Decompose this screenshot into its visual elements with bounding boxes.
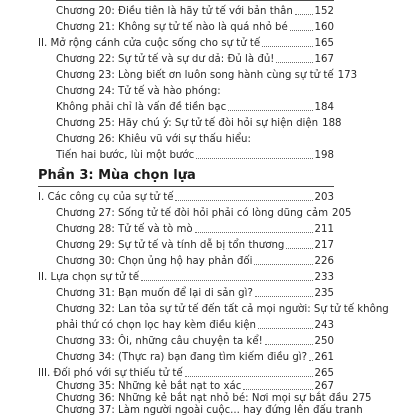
toc-entry-title: Chương 21: Không sự tử tế nào là quá nhỏ bé — [56, 22, 288, 33]
toc-entry[interactable] — [56, 404, 363, 417]
toc-entry[interactable] — [56, 53, 334, 66]
leader-dots — [265, 344, 313, 345]
toc-entry-page: 261 — [314, 352, 334, 363]
toc-entry-page: 275 — [352, 393, 372, 404]
toc-entry-page: 235 — [314, 288, 334, 299]
toc-entry-page: 167 — [314, 54, 334, 65]
toc-entry-title: Chương 20: Điều tiên là hãy tử tế với bản thân — [56, 6, 293, 17]
toc-entry[interactable] — [56, 117, 342, 130]
toc-entry[interactable] — [56, 351, 334, 364]
toc-entry-title: Chương 31: Bạn muốn để lại di sản gì? — [56, 288, 253, 299]
toc-entry[interactable] — [56, 239, 334, 252]
leader-dots — [141, 280, 313, 281]
toc-entry[interactable] — [56, 69, 358, 82]
toc-section-title: III. Đối phó với sự thiếu tử tế — [38, 368, 183, 379]
leader-dots — [286, 248, 312, 249]
leader-dots — [175, 200, 312, 201]
leader-dots — [290, 30, 313, 31]
toc-entry[interactable] — [56, 21, 334, 34]
toc-entry-title: Chương 29: Sự tử tế và tính dễ bị tổn thương — [56, 240, 285, 251]
toc-entry-page: 173 — [337, 70, 358, 81]
toc-entry-page: 243 — [314, 320, 334, 331]
toc-entry-title: Chương 28: Tử tế và tò mò — [56, 224, 193, 235]
toc-entry[interactable] — [56, 207, 352, 220]
leader-dots — [255, 296, 313, 297]
toc-entry-title: Chương 37: Làm người ngoài cuộc... hay đứng lên đấu tranh — [56, 405, 363, 416]
toc-entry-title: Chương 27: Sống tử tế đòi hỏi phải có lòng dũng cảm — [56, 208, 329, 219]
toc-section-heading[interactable] — [38, 191, 334, 204]
part-title-rule — [38, 186, 334, 187]
leader-dots — [196, 158, 312, 159]
toc-section-title: II. Lựa chọn sự tử tế — [38, 272, 140, 283]
toc-section-page: 265 — [314, 368, 334, 379]
toc-entry-page: 205 — [332, 208, 352, 219]
toc-entry-page: 211 — [314, 224, 334, 235]
toc-entry-title: Chương 34: (Thực ra) bạn đang tìm kiếm điều gì? — [56, 352, 308, 363]
toc-entry-title: Chương 25: Hãy chú ý: Sự tử tế đòi hỏi sự hiện diện — [56, 118, 319, 129]
toc-entry-page: 160 — [314, 22, 334, 33]
toc-entry-continuation[interactable] — [56, 149, 334, 162]
toc-entry[interactable] — [56, 85, 334, 98]
toc-entry-page: 188 — [322, 118, 342, 129]
toc-entry-page: 217 — [314, 240, 334, 251]
top-rule — [56, 0, 334, 1]
toc-entry-page: 198 — [314, 150, 334, 161]
toc-entry-title: Chương 26: Khiêu vũ với sự thấu hiểu: — [56, 134, 251, 145]
leader-dots — [262, 46, 312, 47]
leader-dots — [276, 62, 312, 63]
leader-dots — [195, 232, 313, 233]
toc-entry-title: Chương 35: Những kẻ bắt nạt to xác — [56, 381, 242, 392]
toc-entry[interactable] — [56, 5, 334, 18]
toc-entry-title: Chương 30: Chọn ủng hộ hay phản đối — [56, 256, 253, 267]
part-title: Phần 3: Mùa chọn lựa — [38, 168, 196, 183]
toc-entry-continuation[interactable] — [56, 319, 334, 332]
toc-section-title: II. Mở rộng cánh cửa cuộc sống cho sự tử tế — [38, 38, 261, 49]
toc-section-page: 165 — [314, 38, 334, 49]
toc-entry[interactable] — [56, 335, 334, 348]
toc-entry-title: Chương 23: Lòng biết ơn luôn song hành cùng sự tử tế — [56, 70, 334, 81]
toc-entry-page: 226 — [314, 256, 334, 267]
toc-entry-continuation[interactable] — [56, 101, 334, 114]
leader-dots — [295, 14, 313, 15]
toc-entry-page: 184 — [314, 102, 334, 113]
toc-entry[interactable] — [56, 255, 334, 268]
toc-entry-title: Chương 22: Sự tử tế và sự dư dả: Đủ là đủ! — [56, 54, 275, 65]
toc-entry-title: Tiến hai bước, lùi một bước — [56, 150, 195, 161]
leader-dots — [258, 328, 313, 329]
leader-dots — [243, 389, 312, 390]
toc-section-page: 233 — [314, 272, 334, 283]
toc-entry[interactable] — [56, 133, 334, 146]
toc-entry-title: Chương 33: Ôi, những câu chuyện ta kể! — [56, 336, 263, 347]
toc-section-title: I. Các công cụ của sự tử tế — [38, 192, 174, 203]
toc-section-heading[interactable] — [38, 271, 334, 284]
toc-entry[interactable] — [56, 223, 334, 236]
toc-entry-title: phải thứ có chọn lọc hay kèm điều kiện — [56, 320, 256, 331]
leader-dots — [254, 264, 312, 265]
toc-entry[interactable] — [56, 287, 334, 300]
toc-section-heading[interactable] — [38, 367, 334, 380]
leader-dots — [185, 376, 313, 377]
leader-dots — [309, 360, 313, 361]
toc-entry-page: 250 — [314, 336, 334, 347]
toc-entry-title: Chương 32: Lan tỏa sự tử tế đến tất cả mọi người: Sự tử tế không — [56, 304, 389, 315]
toc-entry-title: Chương 24: Tử tế và hào phóng: — [56, 86, 221, 97]
toc-entry-title: Chương 36: Những kẻ bắt nạt nhỏ bé: Nơi mọi sự bắt đầu — [56, 393, 349, 404]
leader-dots — [228, 110, 312, 111]
toc-entry[interactable] — [56, 303, 389, 316]
toc-entry-title: Không phải chỉ là vấn đề tiền bạc — [56, 102, 227, 113]
toc-entry-page: 267 — [314, 381, 334, 392]
toc-entry-page: 152 — [314, 6, 334, 17]
toc-section-page: 203 — [314, 192, 334, 203]
toc-section-heading[interactable] — [38, 37, 334, 50]
